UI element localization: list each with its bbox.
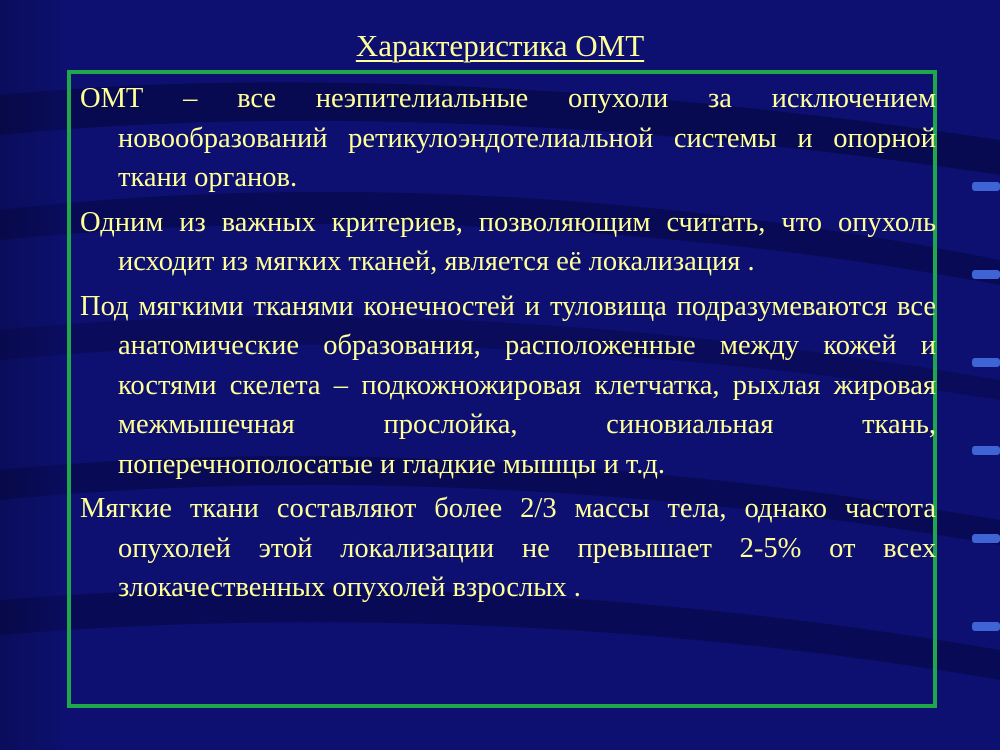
paragraph-soft-tissues: Под мягкими тканями конечностей и туловища подразумеваются все анатомические образования, расположенные между кожей и костями скелета – подкожножировая клетчатка, рыхлая жировая межмышечная прослойка, синовиальная ткань, поперечнополосатые и гладкие мышцы и т.д. — [80, 290, 936, 480]
slide-title: Характеристика ОМТ — [355, 28, 645, 63]
paragraph-frequency: Мягкие ткани составляют более 2/3 массы тела, однако частота опухолей этой локализации не превышает 2-5% от всех злокачественных опухолей взрослых . — [80, 493, 936, 603]
paragraph-criteria: Одним из важных критериев, позволяющим считать, что опухоль исходит из мягких тканей, является её локализация . — [80, 206, 936, 277]
paragraph-definition: ОМТ – все неэпителиальные опухоли за исключением новообразований ретикулоэндотелиальной системы и опорной ткани органов. — [80, 83, 936, 193]
slide-body — [80, 79, 936, 613]
